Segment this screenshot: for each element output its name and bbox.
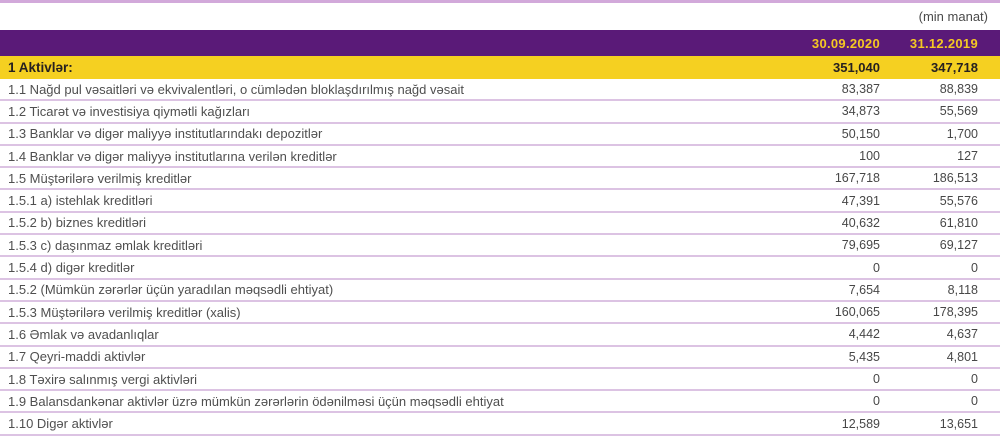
row-value-31-12-2019: 1,700 <box>946 126 978 141</box>
row-label: 1.10 Digər aktivlər <box>8 416 113 432</box>
row-label: 1.8 Təxirə salınmış vergi aktivləri <box>8 371 198 387</box>
row-value-30-09-2020: 79,695 <box>841 238 880 253</box>
table-row <box>0 347 1000 369</box>
total-value-31-12-2019: 347,718 <box>931 60 978 75</box>
row-value-30-09-2020: 34,873 <box>841 104 880 119</box>
row-label: 1.3 Banklar və digər maliyyə institutlarındakı depozitlər <box>8 126 323 142</box>
row-label: 1.5.1 a) istehlak kreditləri <box>8 193 153 209</box>
table-row <box>0 391 1000 413</box>
table-row <box>0 280 1000 302</box>
table-row <box>0 257 1000 279</box>
row-value-30-09-2020: 83,387 <box>841 82 880 97</box>
row-label: 1.9 Balansdankənar aktivlər üzrə mümkün zərərlərin ödənilməsi üçün məqsədli ehtiyat <box>8 393 504 409</box>
row-value-30-09-2020: 4,442 <box>848 327 880 342</box>
row-label: 1.5 Müştərilərə verilmiş kreditlər <box>8 170 192 186</box>
row-label: 1.5.3 c) daşınmaz əmlak kreditləri <box>8 237 203 253</box>
row-label: 1.5.2 (Mümkün zərərlər üçün yaradılan məqsədli ehtiyat) <box>8 282 334 298</box>
row-value-31-12-2019: 4,637 <box>946 327 978 342</box>
total-row-assets <box>0 56 1000 79</box>
table-row <box>0 168 1000 190</box>
total-row-label: 1 Aktivlər: <box>8 60 73 75</box>
row-label: 1.5.2 b) biznes kreditləri <box>8 215 147 231</box>
column-header-30-09-2020: 30.09.2020 <box>811 35 880 51</box>
row-value-31-12-2019: 61,810 <box>939 215 978 230</box>
table-row <box>0 124 1000 146</box>
table-body <box>0 79 1000 436</box>
table-row <box>0 413 1000 435</box>
row-value-31-12-2019: 8,118 <box>947 282 978 297</box>
row-label: 1.6 Əmlak və avadanlıqlar <box>8 326 159 342</box>
table-row <box>0 101 1000 123</box>
row-value-31-12-2019: 178,395 <box>932 305 978 320</box>
table-row <box>0 79 1000 101</box>
row-label: 1.7 Qeyri-maddi aktivlər <box>8 349 146 365</box>
unit-note: (min manat) <box>918 9 988 24</box>
row-value-31-12-2019: 0 <box>971 394 978 409</box>
table-row <box>0 213 1000 235</box>
row-value-31-12-2019: 55,569 <box>939 104 978 119</box>
row-value-30-09-2020: 47,391 <box>841 193 880 208</box>
table-row <box>0 190 1000 212</box>
table-row <box>0 302 1000 324</box>
table-row <box>0 235 1000 257</box>
row-value-31-12-2019: 0 <box>971 260 978 275</box>
row-value-30-09-2020: 100 <box>859 149 880 164</box>
row-label: 1.5.4 d) digər kreditlər <box>8 260 135 276</box>
row-value-30-09-2020: 12,589 <box>841 416 880 431</box>
row-label: 1.4 Banklar və digər maliyyə institutlarına verilən kreditlər <box>8 148 337 164</box>
row-value-30-09-2020: 40,632 <box>841 215 880 230</box>
row-value-31-12-2019: 186,513 <box>932 171 978 186</box>
row-value-30-09-2020: 0 <box>873 260 880 275</box>
row-value-30-09-2020: 160,065 <box>834 305 880 320</box>
row-label: 1.5.3 Müştərilərə verilmiş kreditlər (xalis) <box>8 304 241 320</box>
row-value-31-12-2019: 13,651 <box>939 416 978 431</box>
total-value-30-09-2020: 351,040 <box>833 60 880 75</box>
row-value-31-12-2019: 0 <box>971 372 978 386</box>
row-value-30-09-2020: 50,150 <box>841 126 880 141</box>
row-value-31-12-2019: 88,839 <box>939 82 978 97</box>
table-row <box>0 369 1000 391</box>
row-value-30-09-2020: 0 <box>873 394 880 409</box>
row-value-31-12-2019: 69,127 <box>939 238 978 253</box>
unit-note-row <box>0 3 1000 30</box>
row-value-31-12-2019: 55,576 <box>939 193 978 208</box>
row-label: 1.2 Ticarət və investisiya qiymətli kağızları <box>8 103 251 119</box>
table-row <box>0 146 1000 168</box>
row-value-31-12-2019: 4,801 <box>946 349 978 364</box>
row-value-31-12-2019: 127 <box>957 149 978 164</box>
column-header-31-12-2019: 31.12.2019 <box>909 35 978 51</box>
row-value-30-09-2020: 7,654 <box>848 282 880 297</box>
table-row <box>0 324 1000 346</box>
column-header-bar <box>0 30 1000 56</box>
row-value-30-09-2020: 0 <box>873 372 880 386</box>
row-label: 1.1 Nağd pul vəsaitləri və ekvivalentləri, o cümlədən bloklaşdırılmış nağd vəsait <box>8 81 464 97</box>
row-value-30-09-2020: 167,718 <box>834 171 880 186</box>
row-value-30-09-2020: 5,435 <box>848 349 880 364</box>
